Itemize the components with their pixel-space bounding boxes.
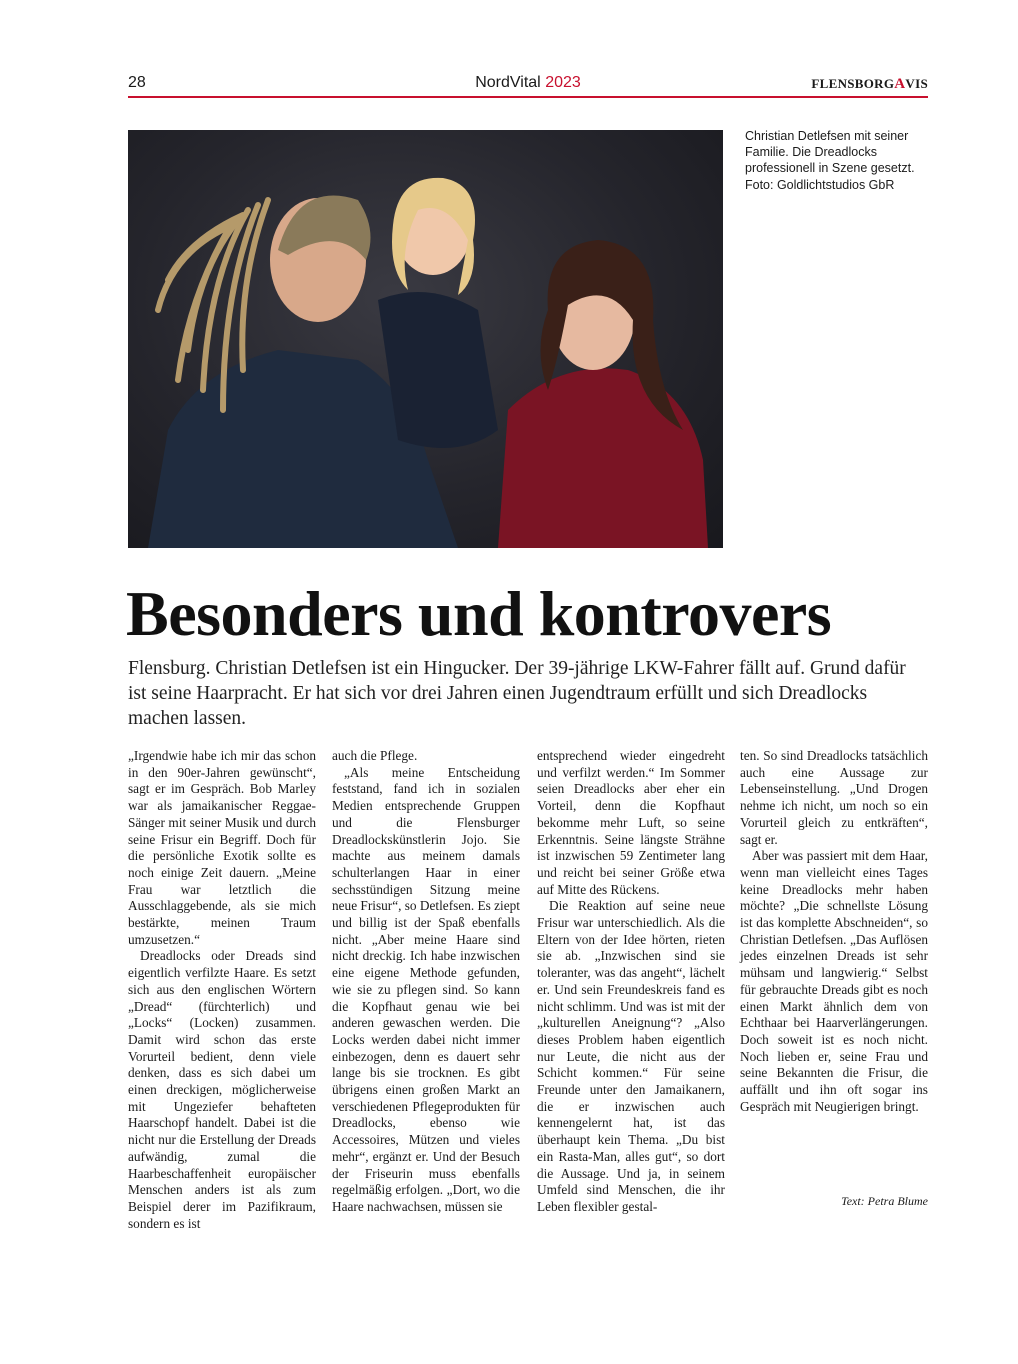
article-column-3 <box>537 748 725 1216</box>
lead-paragraph: Flensburg. Christian Detlefsen ist ein Hingucker. Der 39-jährige LKW-Fahrer fällt auf. Grund dafür ist seine Haarpracht. Er hat sich vor drei Jahren einen Jugendtraum erfüllt und sich Dreadlocks machen lassen. <box>128 658 906 729</box>
article-column-4 <box>740 748 928 1115</box>
paragraph: entsprechend wieder eingedreht und verfilzt werden.“ Im Sommer seien Dreadlocks aber eher ein Vorteil, denn die Kopfhaut bekomme mehr Luft, so seine Erkenntnis. Seine längste Strähne ist inzwischen 59 Zentimeter lang und reicht bei seiner Größe etwa auf Mitte des Rückens. <box>537 748 725 897</box>
paragraph: auch die Pflege. <box>332 748 418 763</box>
article-column-1 <box>128 748 316 1232</box>
headline: Besonders und kontrovers <box>126 578 832 649</box>
page-header <box>128 74 928 98</box>
family-photo <box>128 130 723 548</box>
girl-figure <box>378 292 498 448</box>
paragraph: „Als meine Entscheidung feststand, fand ich in sozialen Medien entsprechende Gruppen und die Flensburger Dreadlockskünstlerin Jojo. Sie machte aus meinem damals schulterlangen Haar in einer sechsstündigen Sitzung meine neue Frisur“, so Detlefsen. Es ziept und billig ist der Spaß ebenfalls nicht. „Aber meine Haare sind nicht dreckig. Ich habe inzwischen eine eigene Methode gefunden, wie sie zu pflegen sind. So kann die Kopfhaut genau wie bei anderen gewaschen werden. Die Locks werden dabei nicht immer einbezogen, denn es dauert sehr lange bis sie trocknen. Es gibt übrigens einen großen Markt an verschiedenen Pflegeprodukten für Dreadlocks, ebenso wie Accessoires, Mützen und vieles mehr“, ergänzt er. Und der Besuch der Friseurin muss ebenfalls regelmäßig erfolgen. „Dort, wo die Haare nachwachsen, müssen sie <box>332 764 520 1214</box>
paragraph: „Irgendwie habe ich mir das schon in den 90er-Jahren gewünscht“, sagt er im Gespräch. Bob Marley war als jamaikanischer Reggae-Sänger mit seiner Musik und durch seine Frisur ein Begriff. Doch für die persönliche Exotik sollte es noch einige Zeit dauern. „Meine Frau war letztlich die Ausschlaggebende, als sie mich bestärkte, meinen Traum umzusetzen.“ <box>128 748 316 947</box>
photo-caption: Christian Detlefsen mit seiner Familie. Die Dreadlocks professionell in Szene gesetzt. Foto: Goldlichtstudios GbR <box>745 129 915 192</box>
paragraph: Dreadlocks oder Dreads sind eigentlich verfilzte Haare. Es setzt sich aus den englischen Wörtern „Dread“ (fürchterlich) und „Locks“ (Locken) zusammen. Damit wird schon das erste Vorurteil bedient, denn viele denken, dass es sich dabei um einen dreckigen, möglicherweise mit Ungeziefer behafteten Haarschopf handelt. Dabei ist die nicht nur die Erstellung der Dreads aufwändig, zumal die Haarbeschaffenheit europäischer Menschen anders ist als zum Beispiel derer im Pazifikraum, sondern es ist <box>128 948 316 1231</box>
paragraph: ten. So sind Dreadlocks tatsächlich auch eine Aussage zur Lebenseinstellung. „Und Drogen nehme ich nicht, um noch so ein Vorurteil gleich zu entkräften“, sagt er. <box>740 748 928 847</box>
article-column-2 <box>332 748 520 1216</box>
magazine-year: 2023 <box>545 74 581 91</box>
newspaper-logo: FLENSBORGAVIS <box>811 76 928 92</box>
magazine-title <box>128 74 928 92</box>
paragraph: Aber was passiert mit dem Haar, wenn man vielleicht eines Tages keine Dreadlocks mehr haben möchte? „Die schnellste Lösung ist das komplette Abschneiden“, so Christian Detlefsen. „Das Auflösen jedes einzelnen Dreads ist sehr mühsam und langwierig.“ Selbst für gebrauchte Dreads gibt es noch einen Markt ähnlich dem von Echthaar bei Haarverlängerungen. Doch soweit ist es noch nicht. Noch lieben er, seine Frau und seine Bekannten die Frisur, die auffällt und ihn oft sogar ins Gespräch mit Neugierigen bringt. <box>740 848 928 1114</box>
magazine-name: NordVital <box>475 74 541 91</box>
author-credit: Text: Petra Blume <box>841 1194 928 1208</box>
woman-figure <box>498 368 708 548</box>
paragraph: Die Reaktion auf seine neue Frisur war unterschiedlich. Als die Eltern von der Idee hörten, rieten sie ab. „Inzwischen sind sie toleranter, was das angeht“, lächelt er. Und sein Freundeskreis fand es nicht schlimm. Und was ist mit der „kulturellen Aneignung“? „Also dieses Problem haben eigentlich nur Leute, die nicht aus der Schicht kommen.“ Für seine Freunde unter den Jamaikanern, die er inzwischen auch kennengelernt hat, ist das überhaupt kein Thema. „Du bist ein Rasta-Man, alles gut“, so dort die Aussage. Und ja, in seinem Umfeld sind Menschen, die ihr Leben flexibler gestal- <box>537 898 725 1214</box>
page-number: 28 <box>128 74 146 91</box>
header-rule <box>128 96 928 98</box>
